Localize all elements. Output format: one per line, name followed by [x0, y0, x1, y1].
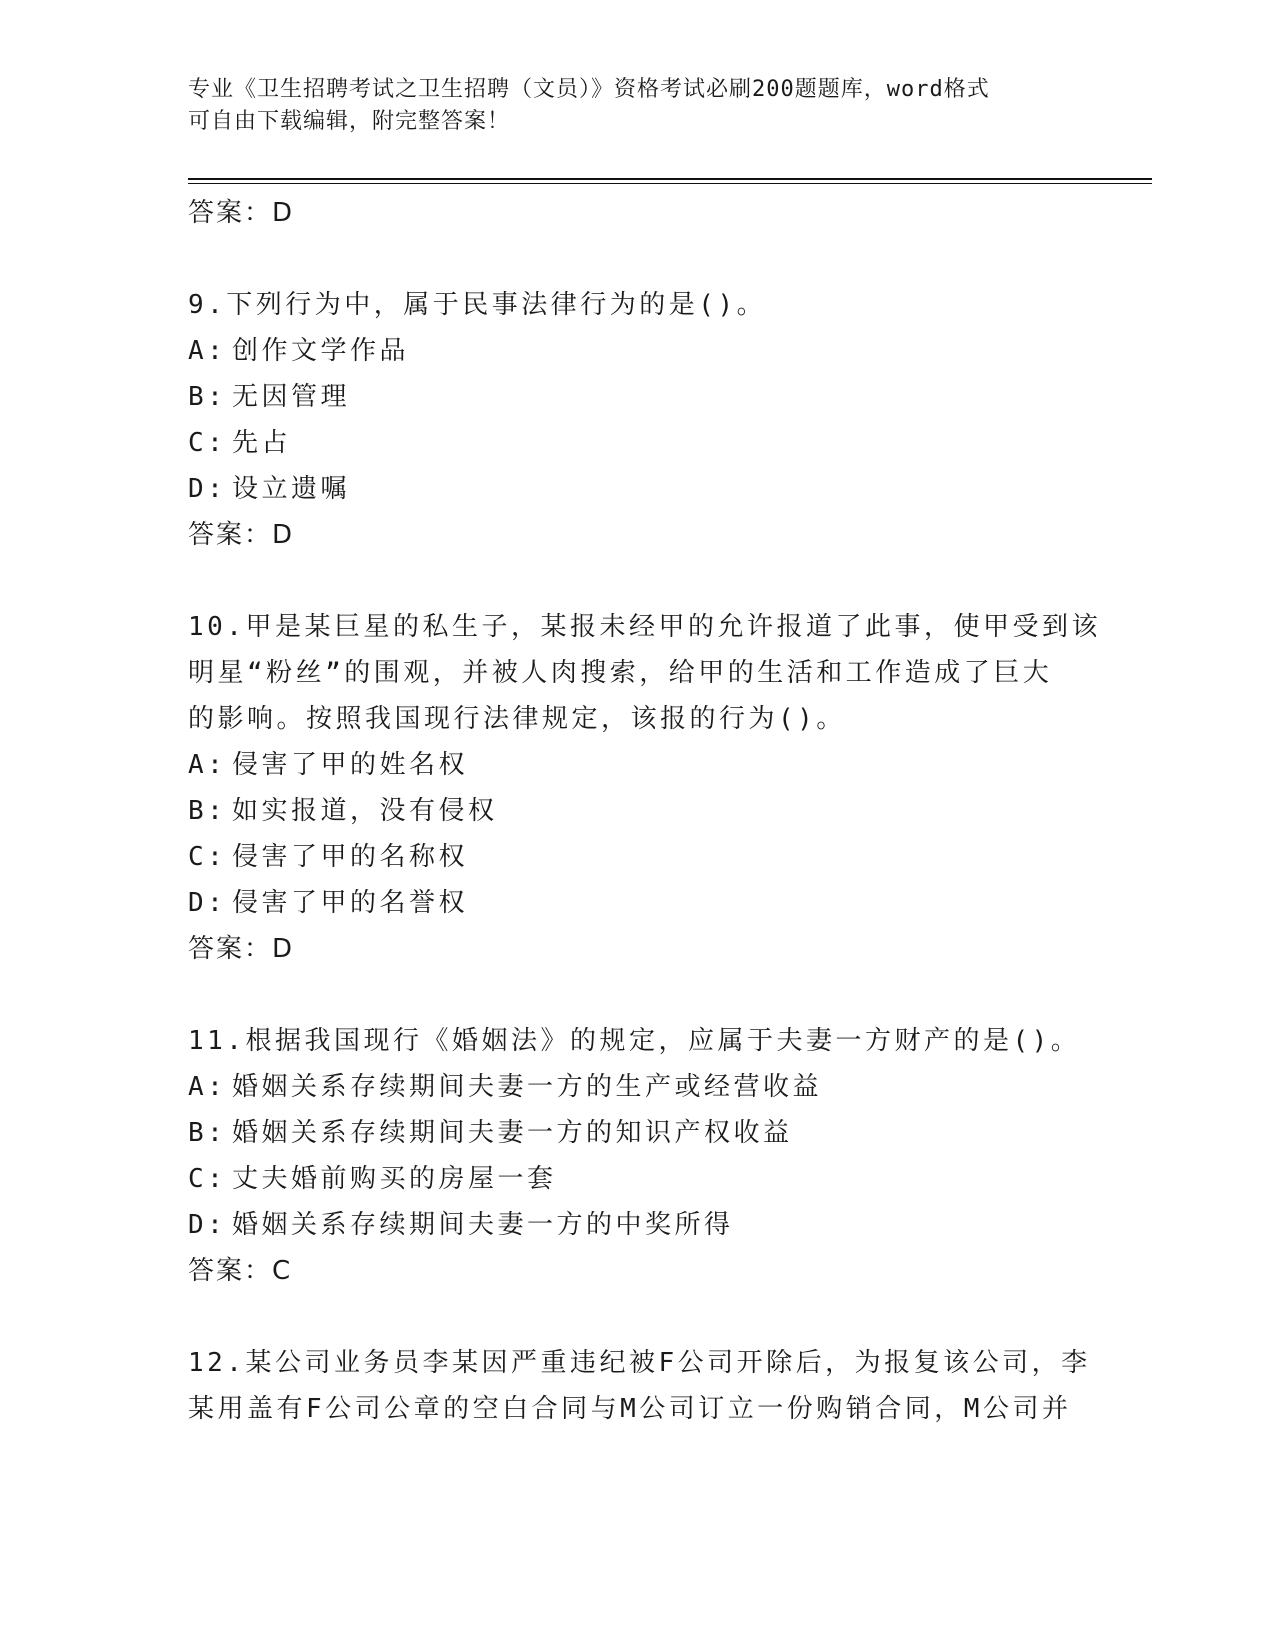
- question-stem: 明星“粉丝”的围观，并被人肉搜索，给甲的生活和工作造成了巨大: [188, 658, 1053, 688]
- spacer: [188, 236, 1088, 282]
- option-a: [188, 742, 1088, 788]
- header-divider-thick: [188, 178, 1152, 180]
- option-letter: A:: [188, 750, 227, 780]
- option-a: [188, 1064, 1088, 1110]
- option-text: 丈夫婚前购买的房屋一套: [232, 1164, 557, 1194]
- option-text: 先占: [232, 428, 292, 458]
- option-c: [188, 420, 1088, 466]
- option-c: [188, 834, 1088, 880]
- spacer: [188, 558, 1088, 604]
- question-10: [188, 604, 1101, 972]
- question-stem: 9.下列行为中，属于民事法律行为的是()。: [188, 290, 767, 320]
- option-b: [188, 1110, 1088, 1156]
- option-d: [188, 880, 1088, 926]
- answer-line: 答案：D: [188, 934, 295, 964]
- option-letter: B:: [188, 382, 227, 412]
- option-letter: B:: [188, 796, 227, 826]
- answer-line: 答案：D: [188, 520, 295, 550]
- question-stem: 的影响。按照我国现行法律规定，该报的行为()。: [188, 704, 846, 734]
- header-divider-thin: [188, 183, 1152, 184]
- question-9: [188, 282, 1088, 558]
- option-b: [188, 374, 1088, 420]
- spacer: [188, 972, 1088, 1018]
- option-text: 无因管理: [232, 382, 351, 412]
- option-letter: A:: [188, 1072, 227, 1102]
- option-a: [188, 328, 1088, 374]
- question-stem: 12.某公司业务员李某因严重违纪被F公司开除后，为报复该公司，李: [188, 1348, 1091, 1378]
- option-text: 婚姻关系存续期间夫妻一方的知识产权收益: [232, 1118, 793, 1148]
- option-letter: C:: [188, 1164, 227, 1194]
- option-b: [188, 788, 1088, 834]
- option-d: [188, 466, 1088, 512]
- option-text: 婚姻关系存续期间夫妻一方的生产或经营收益: [232, 1072, 823, 1102]
- option-d: [188, 1202, 1088, 1248]
- option-text: 侵害了甲的姓名权: [232, 750, 469, 780]
- option-letter: C:: [188, 428, 227, 458]
- document-header: [188, 74, 1068, 138]
- question-stem: 某用盖有F公司公章的空白合同与M公司订立一份购销合同，M公司并: [188, 1394, 1072, 1424]
- option-text: 如实报道，没有侵权: [232, 796, 498, 826]
- option-letter: D:: [188, 474, 227, 504]
- question-11: [188, 1018, 1088, 1294]
- question-stem: 10.甲是某巨星的私生子，某报未经甲的允许报道了此事，使甲受到该: [188, 612, 1101, 642]
- option-text: 侵害了甲的名誉权: [232, 888, 469, 918]
- option-text: 侵害了甲的名称权: [232, 842, 469, 872]
- option-text: 创作文学作品: [232, 336, 410, 366]
- answer-line: 答案：C: [188, 1256, 293, 1286]
- option-text: 设立遗嘱: [232, 474, 351, 504]
- option-letter: A:: [188, 336, 227, 366]
- previous-answer: 答案：D: [188, 198, 295, 228]
- option-c: [188, 1156, 1088, 1202]
- option-text: 婚姻关系存续期间夫妻一方的中奖所得: [232, 1210, 734, 1240]
- spacer: [188, 1294, 1088, 1340]
- option-letter: C:: [188, 842, 227, 872]
- question-stem: 11.根据我国现行《婚姻法》的规定，应属于夫妻一方财产的是()。: [188, 1026, 1081, 1056]
- option-letter: B:: [188, 1118, 227, 1148]
- header-line-2: 可自由下载编辑，附完整答案！: [188, 109, 511, 134]
- option-letter: D:: [188, 1210, 227, 1240]
- question-12: [188, 1340, 1091, 1432]
- header-line-1: 专业《卫生招聘考试之卫生招聘（文员）》资格考试必刷200题题库，word格式: [188, 77, 990, 102]
- option-letter: D:: [188, 888, 227, 918]
- document-body: [188, 190, 1101, 1432]
